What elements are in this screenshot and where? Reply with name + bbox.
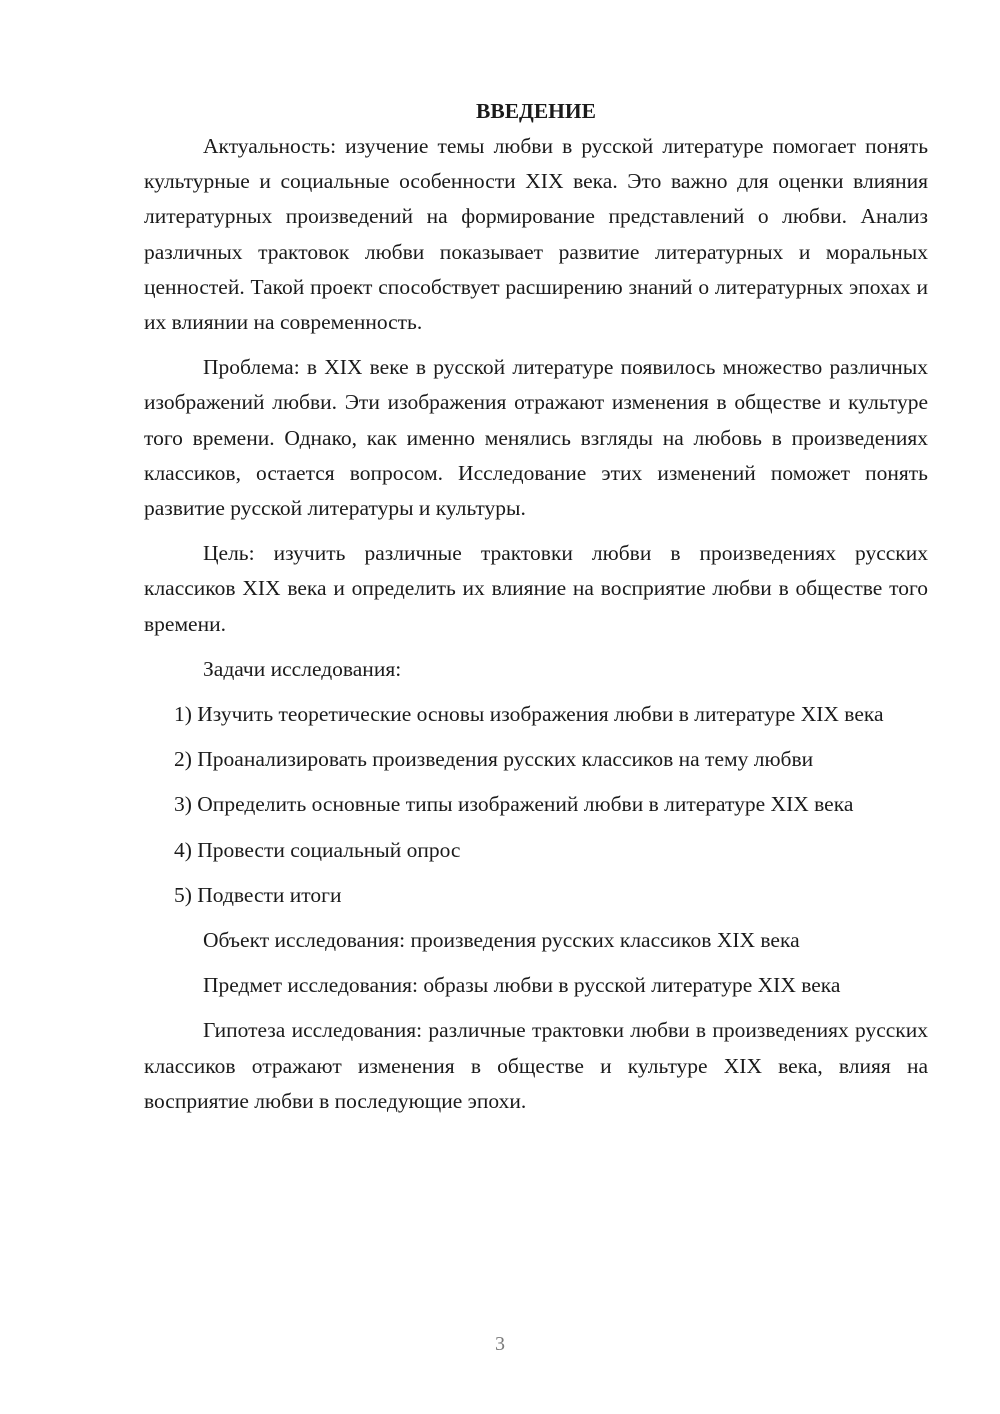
goal-paragraph: Цель: изучить различные трактовки любви в произведениях русских классиков XIX века и определить их влияние на восприятие любви в обществе того времени. (144, 541, 928, 636)
task-item-1: 1) Изучить теоретические основы изображения любви в литературе XIX века (174, 702, 884, 727)
tasks-title: Задачи исследования: (203, 656, 402, 681)
task-item-2: 2) Проанализировать произведения русских классиков на тему любви (174, 747, 814, 772)
document-page (144, 95, 928, 1129)
object-paragraph: Объект исследования: произведения русских классиков XIX века (203, 928, 800, 953)
task-item-4: 4) Провести социальный опрос (174, 837, 461, 862)
problem-paragraph: Проблема: в XIX веке в русской литературе появилось множество различных изображений любви. Эти изображения отражают изменения в обществе и культуре того времени. Однако, как именно менялись взгляды на любовь в произведениях классиков, остается вопросом. Исследование этих изменений поможет понять развитие русской литературы и культуры. (144, 355, 928, 521)
hypothesis-paragraph: Гипотеза исследования: различные трактовки любви в произведениях русских классиков отражают изменения в обществе и культуре XIX века, влияя на восприятие любви в последующие эпохи. (144, 1018, 928, 1113)
subject-paragraph: Предмет исследования: образы любви в русской литературе XIX века (203, 973, 841, 998)
task-item-3: 3) Определить основные типы изображений любви в литературе XIX века (174, 792, 854, 817)
task-item-5: 5) Подвести итоги (174, 882, 342, 907)
page-number: 3 (495, 1333, 505, 1355)
page-title: ВВЕДЕНИЕ (476, 99, 596, 123)
relevance-paragraph: Актуальность: изучение темы любви в русской литературе помогает понять культурные и социальные особенности XIX века. Это важно для оценки влияния литературных произведений на формирование представлений о любви. Анализ различных трактовок любви показывает развитие литературных и моральных ценностей. Такой проект способствует расширению знаний о литературных эпохах и их влиянии на современность. (144, 134, 928, 335)
